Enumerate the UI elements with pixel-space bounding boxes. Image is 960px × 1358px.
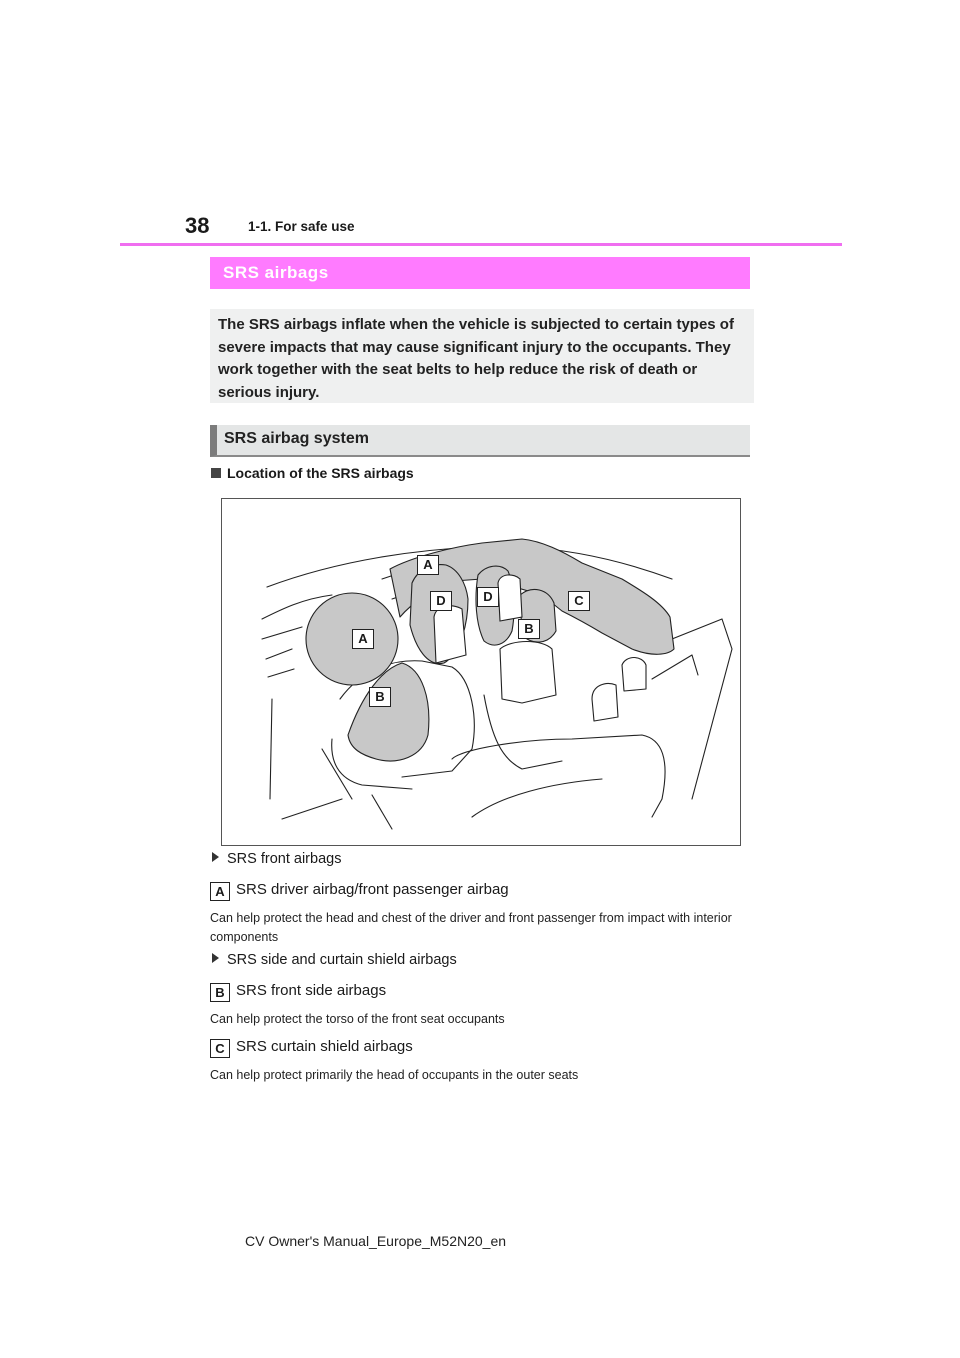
subsection-title: SRS airbag system	[210, 425, 750, 457]
driver-headrest	[434, 606, 466, 663]
section-header: 1-1. For safe use	[248, 219, 355, 234]
passenger-seat-cushion	[484, 695, 562, 769]
group-heading-text: SRS side and curtain shield airbags	[227, 952, 457, 968]
item-desc-b: Can help protect the torso of the front seat occupants	[210, 1012, 505, 1026]
passenger-seat-back	[500, 642, 556, 704]
item-row-c	[210, 1038, 413, 1058]
vehicle-interior-illustration	[222, 499, 740, 845]
page-number: 38	[185, 213, 210, 238]
item-desc-c: Can help protect primarily the head of occupants in the outer seats	[210, 1068, 579, 1082]
driver-seat-base	[322, 749, 392, 829]
letter-badge-c: C	[210, 1039, 230, 1058]
location-heading	[211, 465, 414, 481]
letter-badge-b: B	[210, 983, 230, 1002]
right-body-line	[672, 619, 732, 799]
group-heading-text: SRS front airbags	[227, 851, 342, 867]
airbag-location-figure	[221, 498, 741, 846]
rear-seat-cushion	[472, 779, 602, 817]
callout-c: C	[568, 591, 590, 611]
footer-manual-id: CV Owner's Manual_Europe_M52N20_en	[245, 1233, 507, 1249]
group-heading-side-curtain-airbags	[212, 952, 457, 968]
rear-headrest	[592, 684, 618, 721]
item-label: SRS curtain shield airbags	[236, 1038, 413, 1055]
callout-b-rear: B	[518, 619, 540, 639]
item-label: SRS driver airbag/front passenger airbag	[236, 881, 509, 898]
door-line	[270, 699, 342, 819]
rear-headrest-2	[622, 658, 646, 692]
item-desc-a: Can help protect the head and chest of the driver and front passenger from impact with interior components	[210, 911, 732, 944]
callout-a-top: A	[417, 555, 439, 575]
right-body-line-2	[652, 655, 698, 679]
triangle-bullet-icon	[212, 852, 219, 862]
item-row-b	[210, 982, 386, 1002]
bullet-square-icon	[211, 468, 221, 478]
intro-box: The SRS airbags inflate when the vehicle is subjected to certain types of severe impacts that may cause significant injury to the occupants. They work together with the seat belts to help reduce the risk of death or serious injury.	[210, 309, 754, 403]
triangle-bullet-icon	[212, 953, 219, 963]
passenger-headrest	[498, 575, 522, 621]
rear-seat-back	[452, 735, 665, 817]
callout-a-front: A	[352, 629, 374, 649]
item-label: SRS front side airbags	[236, 982, 387, 999]
callout-d-left: D	[430, 591, 452, 611]
page-title: SRS airbags	[210, 257, 750, 289]
callout-d-right: D	[477, 587, 499, 607]
callout-b-front: B	[369, 687, 391, 707]
letter-badge-a: A	[210, 882, 230, 901]
console-lines	[262, 627, 302, 677]
location-heading-text: Location of the SRS airbags	[227, 465, 414, 481]
item-row-a	[210, 881, 509, 901]
group-heading-front-airbags	[212, 851, 341, 867]
header-rule	[120, 243, 842, 246]
